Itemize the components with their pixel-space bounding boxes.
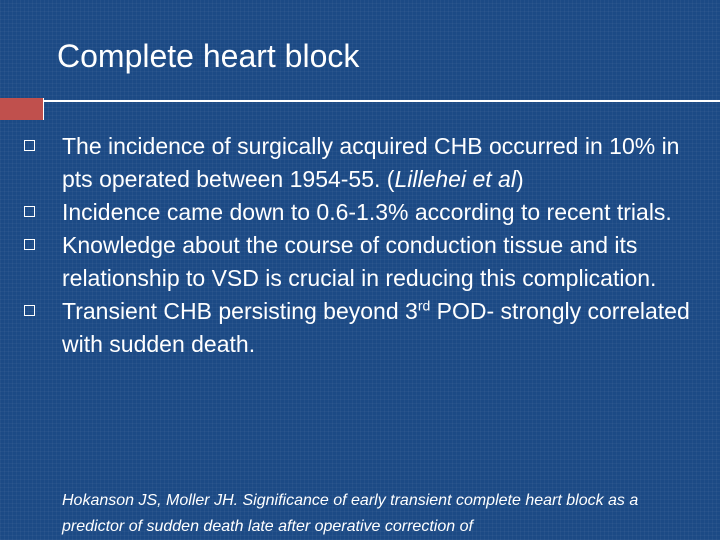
reference-citation: Hokanson JS, Moller JH. Significance of early transient complete heart block as a predictor of sudden death late after operative correction of	[62, 492, 639, 535]
slide-title: Complete heart block	[57, 38, 360, 74]
bullet-text: Incidence came down to 0.6-1.3% according to recent trials.	[62, 199, 672, 225]
bullet-text-end: )	[515, 166, 524, 192]
square-bullet-icon	[24, 140, 35, 151]
bullet-text: Knowledge about the course of conduction tissue and its relationship to VSD is crucial in reducing this complication.	[62, 232, 657, 291]
bullet-item-transient-chb	[0, 295, 720, 361]
square-bullet-icon	[24, 239, 35, 250]
title-divider-line	[43, 100, 720, 102]
bullet-text: Transient CHB persisting beyond 3	[62, 298, 418, 324]
bullet-text-end: POD- strongly correlated with sudden death.	[62, 298, 690, 357]
title-accent-block	[0, 98, 44, 120]
square-bullet-icon	[24, 305, 35, 316]
bullet-list	[0, 130, 720, 361]
citation-italic: Lillehei et al	[394, 166, 516, 192]
bullet-text: The incidence of surgically acquired CHB occurred in 10% in pts operated between 1954-55. (	[62, 133, 680, 192]
bullet-item-incidence-history	[0, 130, 720, 196]
bullet-item-conduction-tissue	[0, 229, 720, 295]
square-bullet-icon	[24, 206, 35, 217]
ordinal-superscript: rd	[417, 297, 431, 314]
bullet-item-incidence-recent	[0, 196, 720, 229]
